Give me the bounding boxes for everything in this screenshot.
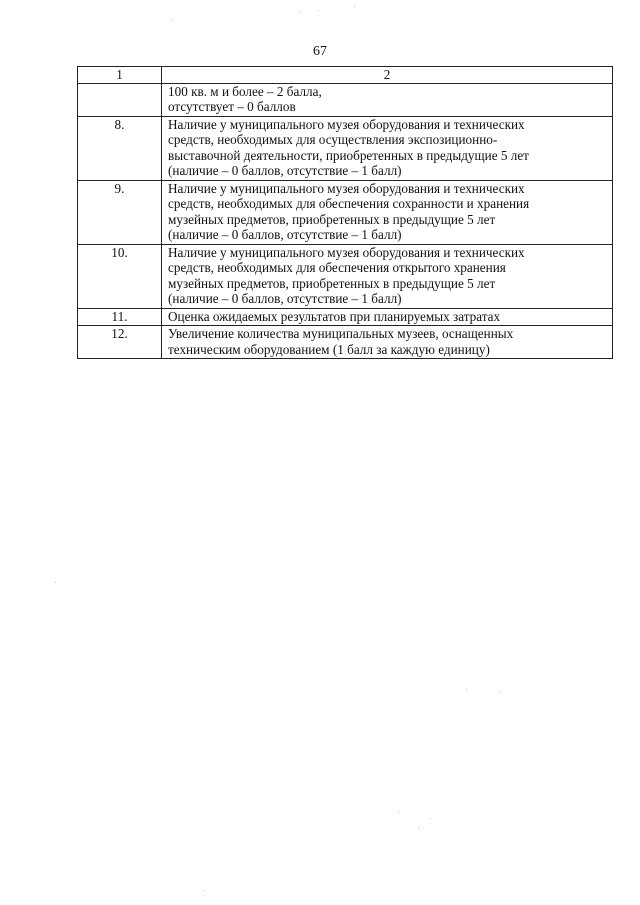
criterion-line: Наличие у муниципального музея оборудования и технических — [168, 244, 525, 260]
scan-speck — [318, 10, 319, 11]
scan-speck — [430, 818, 431, 819]
table-header-row — [78, 67, 613, 84]
criterion-line: музейных предметов, приобретенных в предыдущие 5 лет — [168, 275, 496, 291]
criterion-line: (наличие – 0 баллов, отсутствие – 1 балл) — [168, 163, 402, 178]
criterion-line: средств, необходимых для осуществления экспозиционно- — [168, 132, 498, 147]
scan-speck — [203, 890, 204, 891]
table-row — [78, 244, 613, 308]
table-body — [78, 83, 613, 359]
criterion-line: выставочной деятельности, приобретенных в предыдущие 5 лет — [168, 147, 529, 163]
row-number: 10. — [78, 244, 162, 308]
row-criterion — [162, 180, 613, 244]
criterion-line: музейных предметов, приобретенных в предыдущие 5 лет — [168, 211, 496, 227]
criterion-line: средств, необходимых для обеспечения открытого хранения — [168, 260, 506, 275]
criterion-line: средств, необходимых для обеспечения сохранности и хранения — [168, 196, 530, 211]
criterion-line: (наличие – 0 баллов, отсутствие – 1 балл) — [168, 291, 402, 306]
scan-speck — [300, 12, 301, 13]
table-row — [78, 180, 613, 244]
row-criterion — [162, 308, 613, 326]
scan-speck — [398, 812, 399, 813]
scan-speck — [354, 6, 355, 7]
criterion-line: Наличие у муниципального музея оборудования и технических — [168, 180, 525, 196]
table-row — [78, 326, 613, 359]
criterion-line: (наличие – 0 баллов, отсутствие – 1 балл) — [168, 227, 402, 242]
row-number: 8. — [78, 116, 162, 180]
row-number: 12. — [78, 326, 162, 359]
scan-speck — [466, 689, 467, 690]
table-row — [78, 308, 613, 326]
row-criterion — [162, 116, 613, 180]
row-criterion — [162, 83, 613, 116]
table-row — [78, 116, 613, 180]
scan-speck — [55, 582, 56, 583]
criteria-table — [77, 66, 613, 359]
column-header-number: 1 — [78, 67, 162, 84]
row-number: 11. — [78, 308, 162, 326]
table-row — [78, 83, 613, 116]
criterion-line: Оценка ожидаемых результатов при планируемых затратах — [168, 308, 501, 324]
criterion-line: 100 кв. м и более – 2 балла, — [168, 83, 322, 99]
row-number: 9. — [78, 180, 162, 244]
page-number: 67 — [313, 44, 327, 59]
column-header-criterion: 2 — [162, 67, 613, 84]
criterion-line: техническим оборудованием (1 балл за каждую единицу) — [168, 341, 490, 357]
criterion-line: Наличие у муниципального музея оборудования и технических — [168, 116, 525, 132]
criterion-line: отсутствует – 0 баллов — [168, 99, 296, 114]
scan-speck — [500, 692, 501, 693]
row-criterion — [162, 244, 613, 308]
row-criterion — [162, 326, 613, 359]
scan-speck — [418, 828, 419, 829]
scan-speck — [172, 19, 173, 20]
criterion-line: Увеличение количества муниципальных музеев, оснащенных — [168, 326, 514, 341]
row-number — [78, 83, 162, 116]
